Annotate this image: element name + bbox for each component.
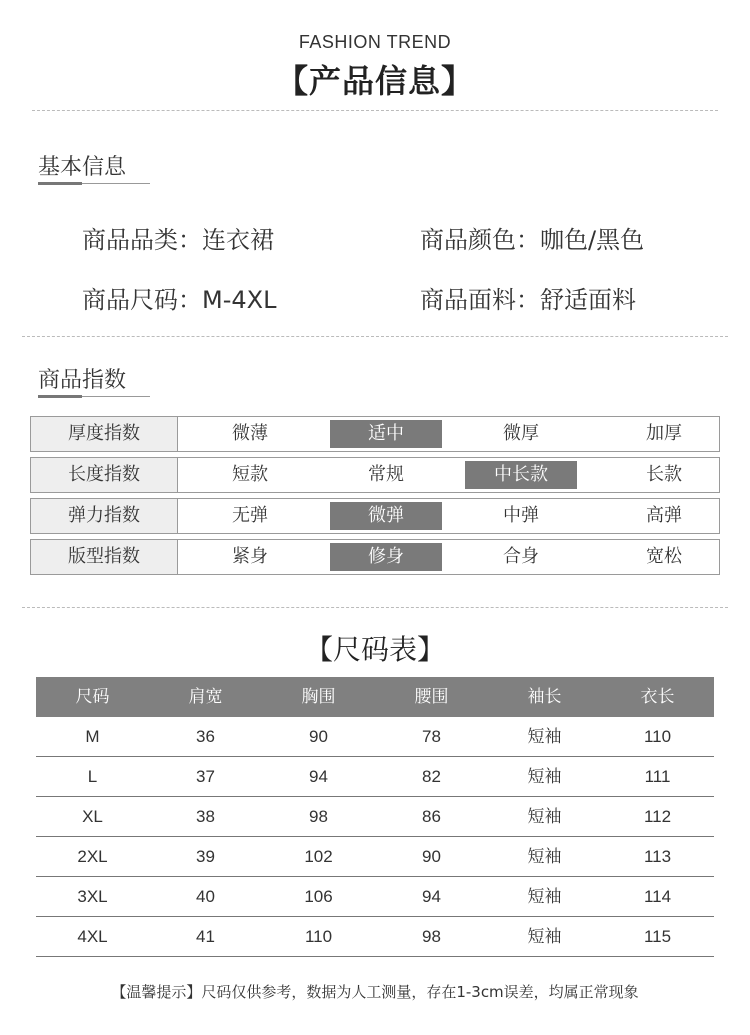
- table-cell: 3XL: [77, 887, 108, 906]
- index-option-selected: 中长款: [465, 461, 577, 489]
- column-header: 腰围: [414, 687, 449, 707]
- table-cell: 40: [196, 887, 215, 906]
- table-cell: 短袖: [527, 807, 562, 827]
- table-cell: 111: [644, 767, 671, 786]
- table-cell: 110: [643, 727, 672, 746]
- index-option-selected: 修身: [330, 543, 442, 571]
- divider: [22, 607, 728, 608]
- table-row: [36, 877, 714, 917]
- field-separator: ：: [178, 226, 202, 254]
- index-option: 宽松: [646, 546, 682, 567]
- index-option: 紧身: [232, 546, 268, 567]
- field-color: [420, 220, 644, 255]
- table-cell: 短袖: [527, 847, 562, 867]
- tip-text: 【温馨提示】尺码仅供参考，数据为人工测量，存在1-3cm误差，均属正常现象: [111, 983, 639, 1001]
- table-cell: 112: [643, 807, 672, 826]
- table-cell: 短袖: [527, 727, 562, 747]
- index-option: 微厚: [503, 423, 539, 444]
- table-cell: 短袖: [527, 767, 562, 787]
- table-cell: 78: [422, 727, 441, 746]
- table-row: [36, 717, 714, 757]
- index-heading: 商品指数: [38, 368, 127, 393]
- index-option-selected: 适中: [330, 420, 442, 448]
- table-cell: 82: [422, 767, 441, 786]
- field-fabric-key: 商品面料: [420, 286, 516, 314]
- index-row-label: 版型指数: [31, 540, 178, 574]
- field-separator: ：: [516, 286, 540, 314]
- field-size: [82, 280, 276, 315]
- table-cell: 102: [304, 847, 333, 866]
- size-table-header: [36, 677, 714, 717]
- table-cell: 39: [196, 847, 215, 866]
- page-title: 【产品信息】: [275, 62, 474, 100]
- field-size-key: 商品尺码: [82, 286, 178, 314]
- table-cell: 4XL: [77, 927, 108, 946]
- table-row: [36, 797, 714, 837]
- field-category: [82, 220, 274, 255]
- field-color-key: 商品颜色: [420, 226, 516, 254]
- index-accent: [38, 395, 82, 398]
- divider: [32, 110, 718, 111]
- index-row: [30, 416, 720, 452]
- index-option: 中弹: [503, 505, 539, 526]
- column-header: 胸围: [301, 687, 336, 707]
- index-row: [30, 457, 720, 493]
- index-option: 加厚: [646, 423, 682, 444]
- table-row: [36, 757, 714, 797]
- table-cell: 98: [309, 807, 328, 826]
- index-row: [30, 539, 720, 575]
- field-separator: ：: [178, 286, 202, 314]
- table-cell: 106: [304, 887, 333, 906]
- table-cell: 41: [196, 927, 215, 946]
- table-cell: 115: [643, 927, 672, 946]
- index-option-selected: 微弹: [330, 502, 442, 530]
- table-cell: 38: [196, 807, 215, 826]
- index-row-label: 弹力指数: [31, 499, 178, 533]
- basic-info-heading: 基本信息: [38, 155, 127, 180]
- column-header: 衣长: [640, 687, 675, 707]
- index-row: [30, 498, 720, 534]
- field-category-value: 连衣裙: [202, 226, 274, 254]
- table-cell: 36: [196, 727, 215, 746]
- divider: [22, 336, 728, 337]
- table-cell: M: [85, 727, 100, 746]
- index-option: 微薄: [232, 423, 268, 444]
- table-cell: 98: [422, 927, 441, 946]
- eyebrow-text: FASHION TREND: [298, 32, 452, 52]
- field-fabric: [420, 280, 636, 315]
- column-header: 尺码: [75, 687, 110, 707]
- index-row-label: 长度指数: [31, 458, 178, 492]
- index-row-label: 厚度指数: [31, 417, 178, 451]
- index-option: 无弹: [232, 505, 268, 526]
- table-cell: 94: [422, 887, 441, 906]
- field-color-value: 咖色/黑色: [540, 226, 645, 254]
- table-cell: 37: [196, 767, 215, 786]
- table-cell: XL: [82, 807, 103, 826]
- table-row: [36, 917, 714, 957]
- index-option: 高弹: [646, 505, 682, 526]
- table-cell: L: [87, 767, 98, 786]
- table-cell: 110: [304, 927, 333, 946]
- table-cell: 90: [309, 727, 328, 746]
- column-header: 肩宽: [188, 687, 223, 707]
- field-separator: ：: [516, 226, 540, 254]
- index-option: 长款: [646, 464, 682, 485]
- index-option: 合身: [503, 546, 539, 567]
- table-cell: 86: [422, 807, 441, 826]
- column-header: 袖长: [527, 687, 562, 707]
- field-category-key: 商品品类: [82, 226, 178, 254]
- field-size-value: M-4XL: [202, 286, 277, 314]
- basic-info-accent: [38, 182, 82, 185]
- table-cell: 2XL: [77, 847, 108, 866]
- table-cell: 94: [309, 767, 328, 786]
- index-option: 常规: [368, 464, 404, 485]
- table-cell: 短袖: [527, 887, 562, 907]
- size-table-title: 【尺码表】: [304, 633, 445, 666]
- table-cell: 114: [643, 887, 672, 906]
- field-fabric-value: 舒适面料: [540, 286, 636, 314]
- table-cell: 90: [422, 847, 441, 866]
- index-option: 短款: [232, 464, 268, 485]
- table-row: [36, 837, 714, 877]
- table-cell: 短袖: [527, 927, 562, 947]
- table-cell: 113: [643, 847, 672, 866]
